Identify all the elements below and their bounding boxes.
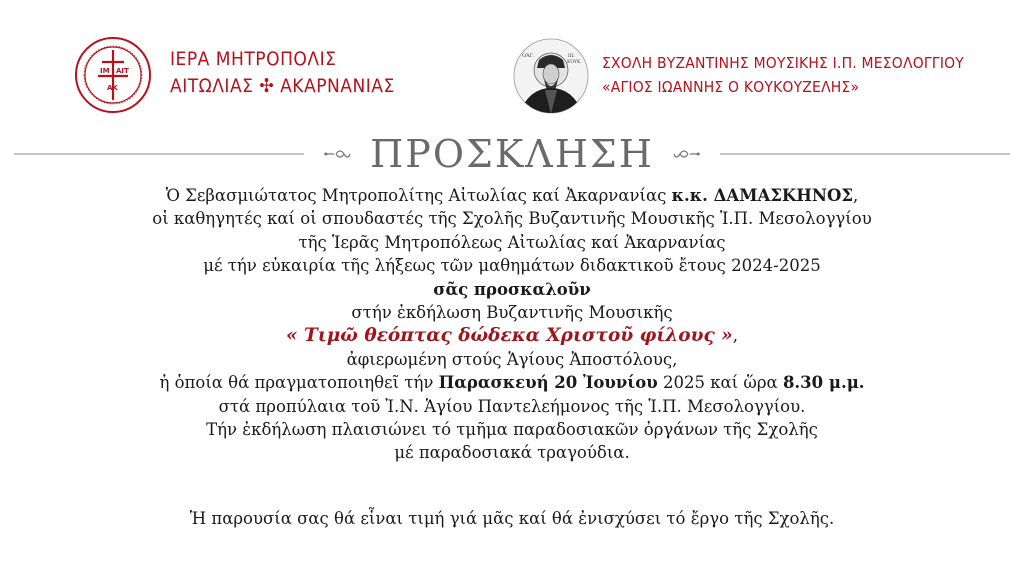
school-name-line1: ΣΧΟΛΗ ΒΥΖΑΝΤΙΝΗΣ ΜΟΥΣΙΚΗΣ Ι.Π. ΜΕΣΟΛΟΓΓΙΟΥ xyxy=(602,54,965,72)
svg-text:ΙΜ: ΙΜ xyxy=(100,67,110,75)
title-rule-right xyxy=(720,153,1010,155)
school-name xyxy=(602,51,964,99)
metropolis-name-line1: ΙΕΡΑ ΜΗΤΡΟΠΟΛΙΣ xyxy=(170,48,337,70)
invitation-line: μέ παραδοσιακά τραγούδια. xyxy=(394,443,630,463)
svg-text:ΑΙΤ: ΑΙΤ xyxy=(116,67,129,75)
text-segment: ἡ ὁποία θά πραγματοποιηθεῖ τήν xyxy=(159,373,439,393)
metropolis-seal-logo xyxy=(74,36,152,114)
text-segment: , xyxy=(732,326,738,346)
flourish-left-icon xyxy=(322,147,352,161)
svg-text:ΙΩ.: ΙΩ. xyxy=(568,54,575,59)
invitation-line: στά προπύλαια τοῦ Ἱ.Ν. Ἁγίου Παντελεήμονος τῆς Ἱ.Π. Μεσολογγίου. xyxy=(218,396,806,416)
event-title: « Τιμῶ θεόπτας δώδεκα Χριστοῦ φίλους » xyxy=(286,325,733,347)
closing-line: Ἡ παρουσία σας θά εἶναι τιμή γιά μᾶς καί θά ἐνισχύσει τό ἔργο τῆς Σχολῆς. xyxy=(189,509,835,528)
page-title: ΠΡΟΣΚΛΗΣΗ xyxy=(370,132,654,176)
header xyxy=(0,0,1024,130)
svg-text:ΟἉΓ.: ΟἉΓ. xyxy=(522,53,535,59)
invitation-line: ἀφιερωμένη στούς Ἁγίους Ἀποστόλους, xyxy=(346,349,678,369)
text-segment: , xyxy=(852,186,859,205)
title-rule-left xyxy=(14,153,304,155)
text-segment: Ὁ Σεβασμιώτατος Μητροπολίτης Αἰτωλίας καί Ἀκαρνανίας xyxy=(165,186,672,205)
title-row xyxy=(0,126,1024,182)
svg-text:ΚΟΥΚ.: ΚΟΥΚ. xyxy=(567,60,582,65)
event-date: Παρασκευή 20 Ἰουνίου xyxy=(438,373,658,393)
invite-phrase: σᾶς προσκαλοῦν xyxy=(433,279,591,299)
invitation-line xyxy=(0,184,1024,207)
svg-text:ΑΚ: ΑΚ xyxy=(107,84,118,92)
metropolis-name xyxy=(170,46,395,100)
invitation-line: οἱ καθηγητές καί οἱ σπουδαστές τῆς Σχολῆς Βυζαντινῆς Μουσικῆς Ἱ.Π. Μεσολογγίου xyxy=(152,209,872,229)
invitation-line xyxy=(0,324,1024,347)
invitation-line: τῆς Ἱερᾶς Μητροπόλεως Αἰτωλίας καί Ἀκαρνανίας xyxy=(298,232,726,252)
invitation-line xyxy=(0,371,1024,394)
invitation-body xyxy=(0,184,1024,465)
text-segment: 2025 καί ὥρα xyxy=(657,373,783,393)
flourish-right-icon xyxy=(672,147,702,161)
invitation-line: Τήν ἐκδήλωση πλαισιώνει τό τμῆμα παραδοσιακῶν ὀργάνων τῆς Σχολῆς xyxy=(206,420,818,440)
metropolis-name-line2: ΑΙΤΩΛΙΑΣ ✣ ΑΚΑΡΝΑΝΙΑΣ xyxy=(170,75,395,97)
metropolitan-name: κ.κ. ΔΑΜΑΣΚΗΝΟΣ xyxy=(671,186,853,205)
event-time: 8.30 μ.μ. xyxy=(782,373,865,393)
invitation-line: μέ τήν εὐκαιρία τῆς λήξεως τῶν μαθημάτων διδακτικοῦ ἔτους 2024-2025 xyxy=(203,256,821,276)
school-name-line2: «ΑΓΙΟΣ ΙΩΑΝΝΗΣ Ο ΚΟΥΚΟΥΖΕΛΗΣ» xyxy=(602,78,860,96)
invitation-line xyxy=(0,278,1024,301)
saint-portrait-icon xyxy=(513,38,589,114)
invitation-line: στήν ἐκδήλωση Βυζαντινῆς Μουσικῆς xyxy=(351,303,673,323)
